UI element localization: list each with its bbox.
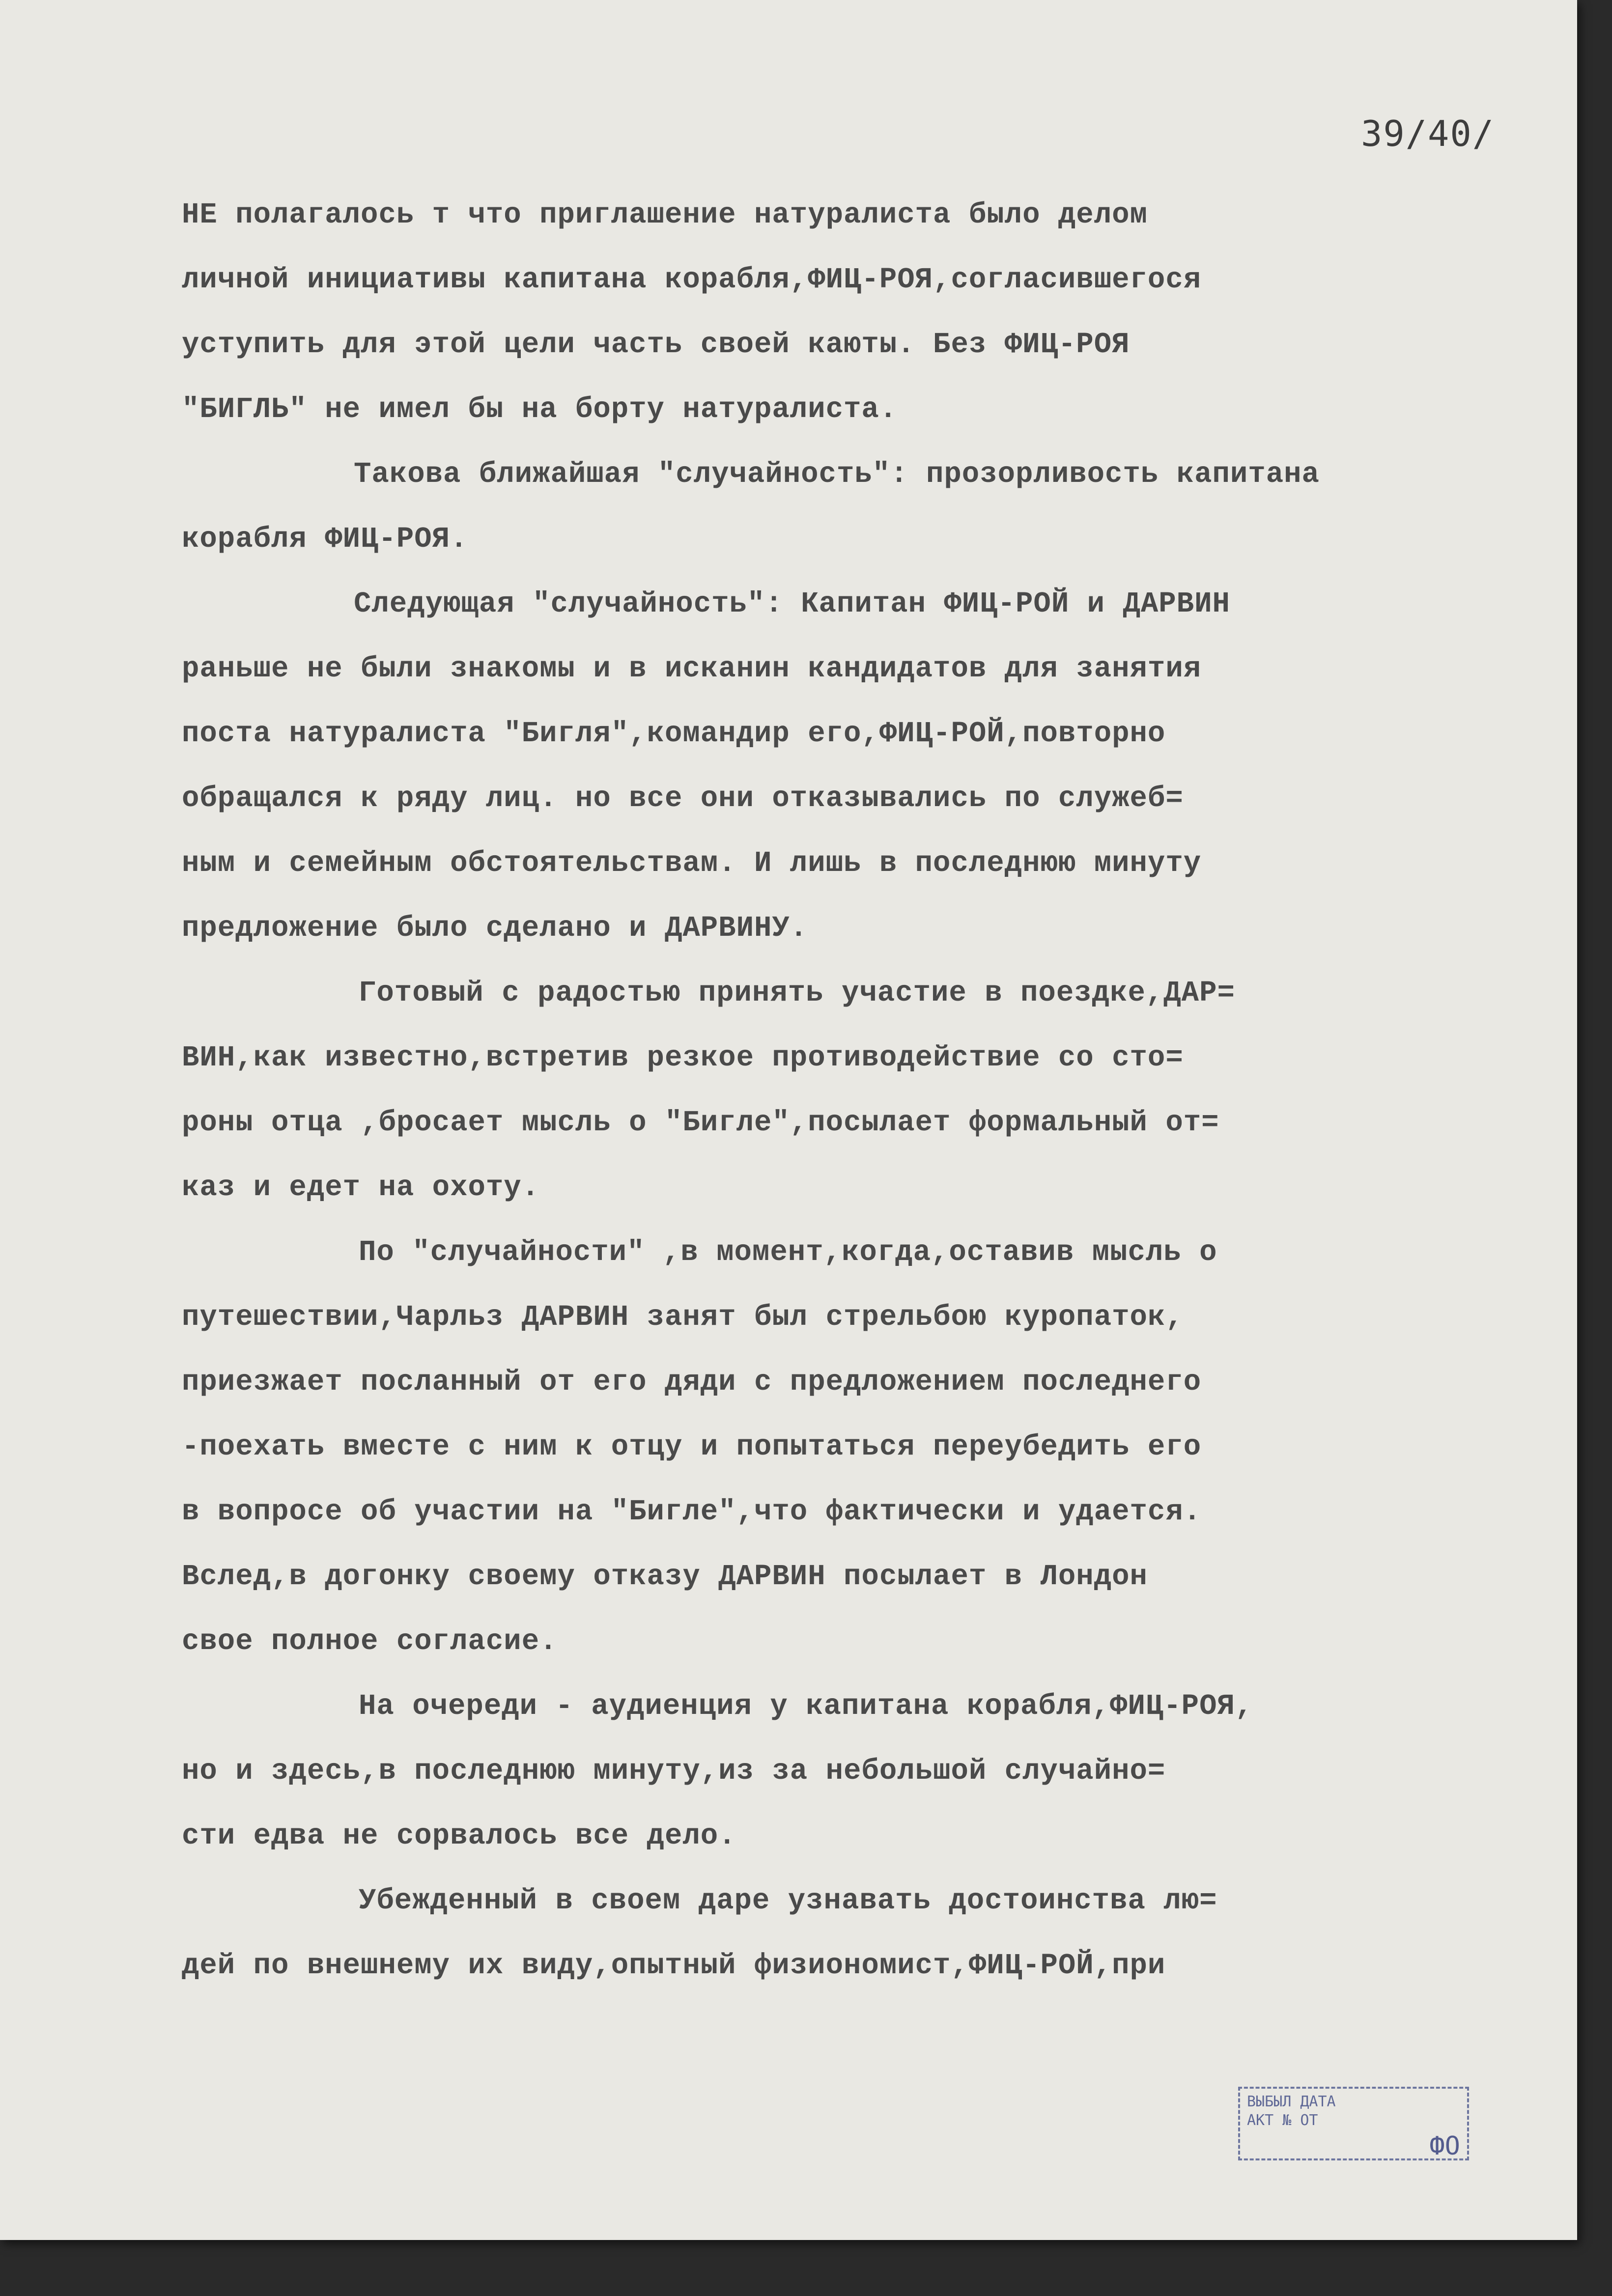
text-line: в вопросе об участии на "Бигле",что фактически и удается.	[182, 1495, 1202, 1528]
text-line: но и здесь,в последнюю минуту,из за небольшой случайно=	[182, 1755, 1166, 1788]
text-line: личной инициативы капитана корабля,ФИЦ-РОЯ,согласившегося	[182, 263, 1202, 296]
text-line: роны отца ,бросает мысль о "Бигле",посылает формальный от=	[182, 1106, 1219, 1139]
text-line: ным и семейным обстоятельствам. И лишь в последнюю минуту	[182, 847, 1202, 880]
text-line: предложение было сделано и ДАРВИНУ.	[182, 912, 808, 945]
text-line: Готовый с радостью принять участие в поездке,ДАР=	[359, 977, 1235, 1009]
text-line: Следующая "случайность": Капитан ФИЦ-РОЙ и ДАРВИН	[354, 588, 1230, 620]
text-line: приезжает посланный от его дяди с предложением последнего	[182, 1366, 1202, 1399]
text-line: уступить для этой цели часть своей каюты. Без ФИЦ-РОЯ	[182, 328, 1130, 361]
stamp-line: АКТ № ОТ	[1247, 2112, 1318, 2129]
text-line: Вслед,в догонку своему отказу ДАРВИН посылает в Лондон	[182, 1560, 1148, 1593]
text-line: Такова ближайшая "случайность": прозорливость капитана	[354, 458, 1320, 491]
text-line: ВИН,как известно,встретив резкое противодействие со сто=	[182, 1041, 1184, 1074]
stamp-line: ВЫБЫЛ ДАТА	[1247, 2093, 1336, 2110]
text-line: путешествии,Чарльз ДАРВИН занят был стрельбою куропаток,	[182, 1301, 1184, 1334]
text-line: На очереди - аудиенция у капитана корабля,ФИЦ-РОЯ,	[359, 1690, 1253, 1723]
text-line: -поехать вместе с ним к отцу и попытаться переубедить его	[182, 1430, 1202, 1463]
archive-stamp	[1238, 2087, 1469, 2160]
text-line: НЕ полагалось т что приглашение натуралиста было делом	[182, 198, 1148, 231]
text-line: По "случайности" ,в момент,когда,оставив мысль о	[359, 1236, 1217, 1269]
text-line: поста натуралиста "Бигля",командир его,ФИЦ-РОЙ,повторно	[182, 717, 1166, 750]
page-number: 39/40/	[1361, 113, 1495, 154]
text-line: Убежденный в своем даре узнавать достоинства лю=	[359, 1884, 1217, 1917]
stamp-code: ФО	[1429, 2131, 1460, 2161]
text-line: корабля ФИЦ-РОЯ.	[182, 523, 468, 556]
text-line: раньше не были знакомы и в исканин кандидатов для занятия	[182, 652, 1202, 685]
text-line: обращался к ряду лиц. но все они отказывались по служеб=	[182, 782, 1184, 815]
text-line: каз и едет на охоту.	[182, 1171, 540, 1204]
text-line: свое полное согласие.	[182, 1625, 558, 1658]
typed-text-body	[182, 183, 1459, 1998]
text-line: сти едва не сорвалось все дело.	[182, 1820, 736, 1852]
text-line: "БИГЛЬ" не имел бы на борту натуралиста.	[182, 393, 898, 426]
text-line: дей по внешнему их виду,опытный физиономист,ФИЦ-РОЙ,при	[182, 1949, 1166, 1982]
